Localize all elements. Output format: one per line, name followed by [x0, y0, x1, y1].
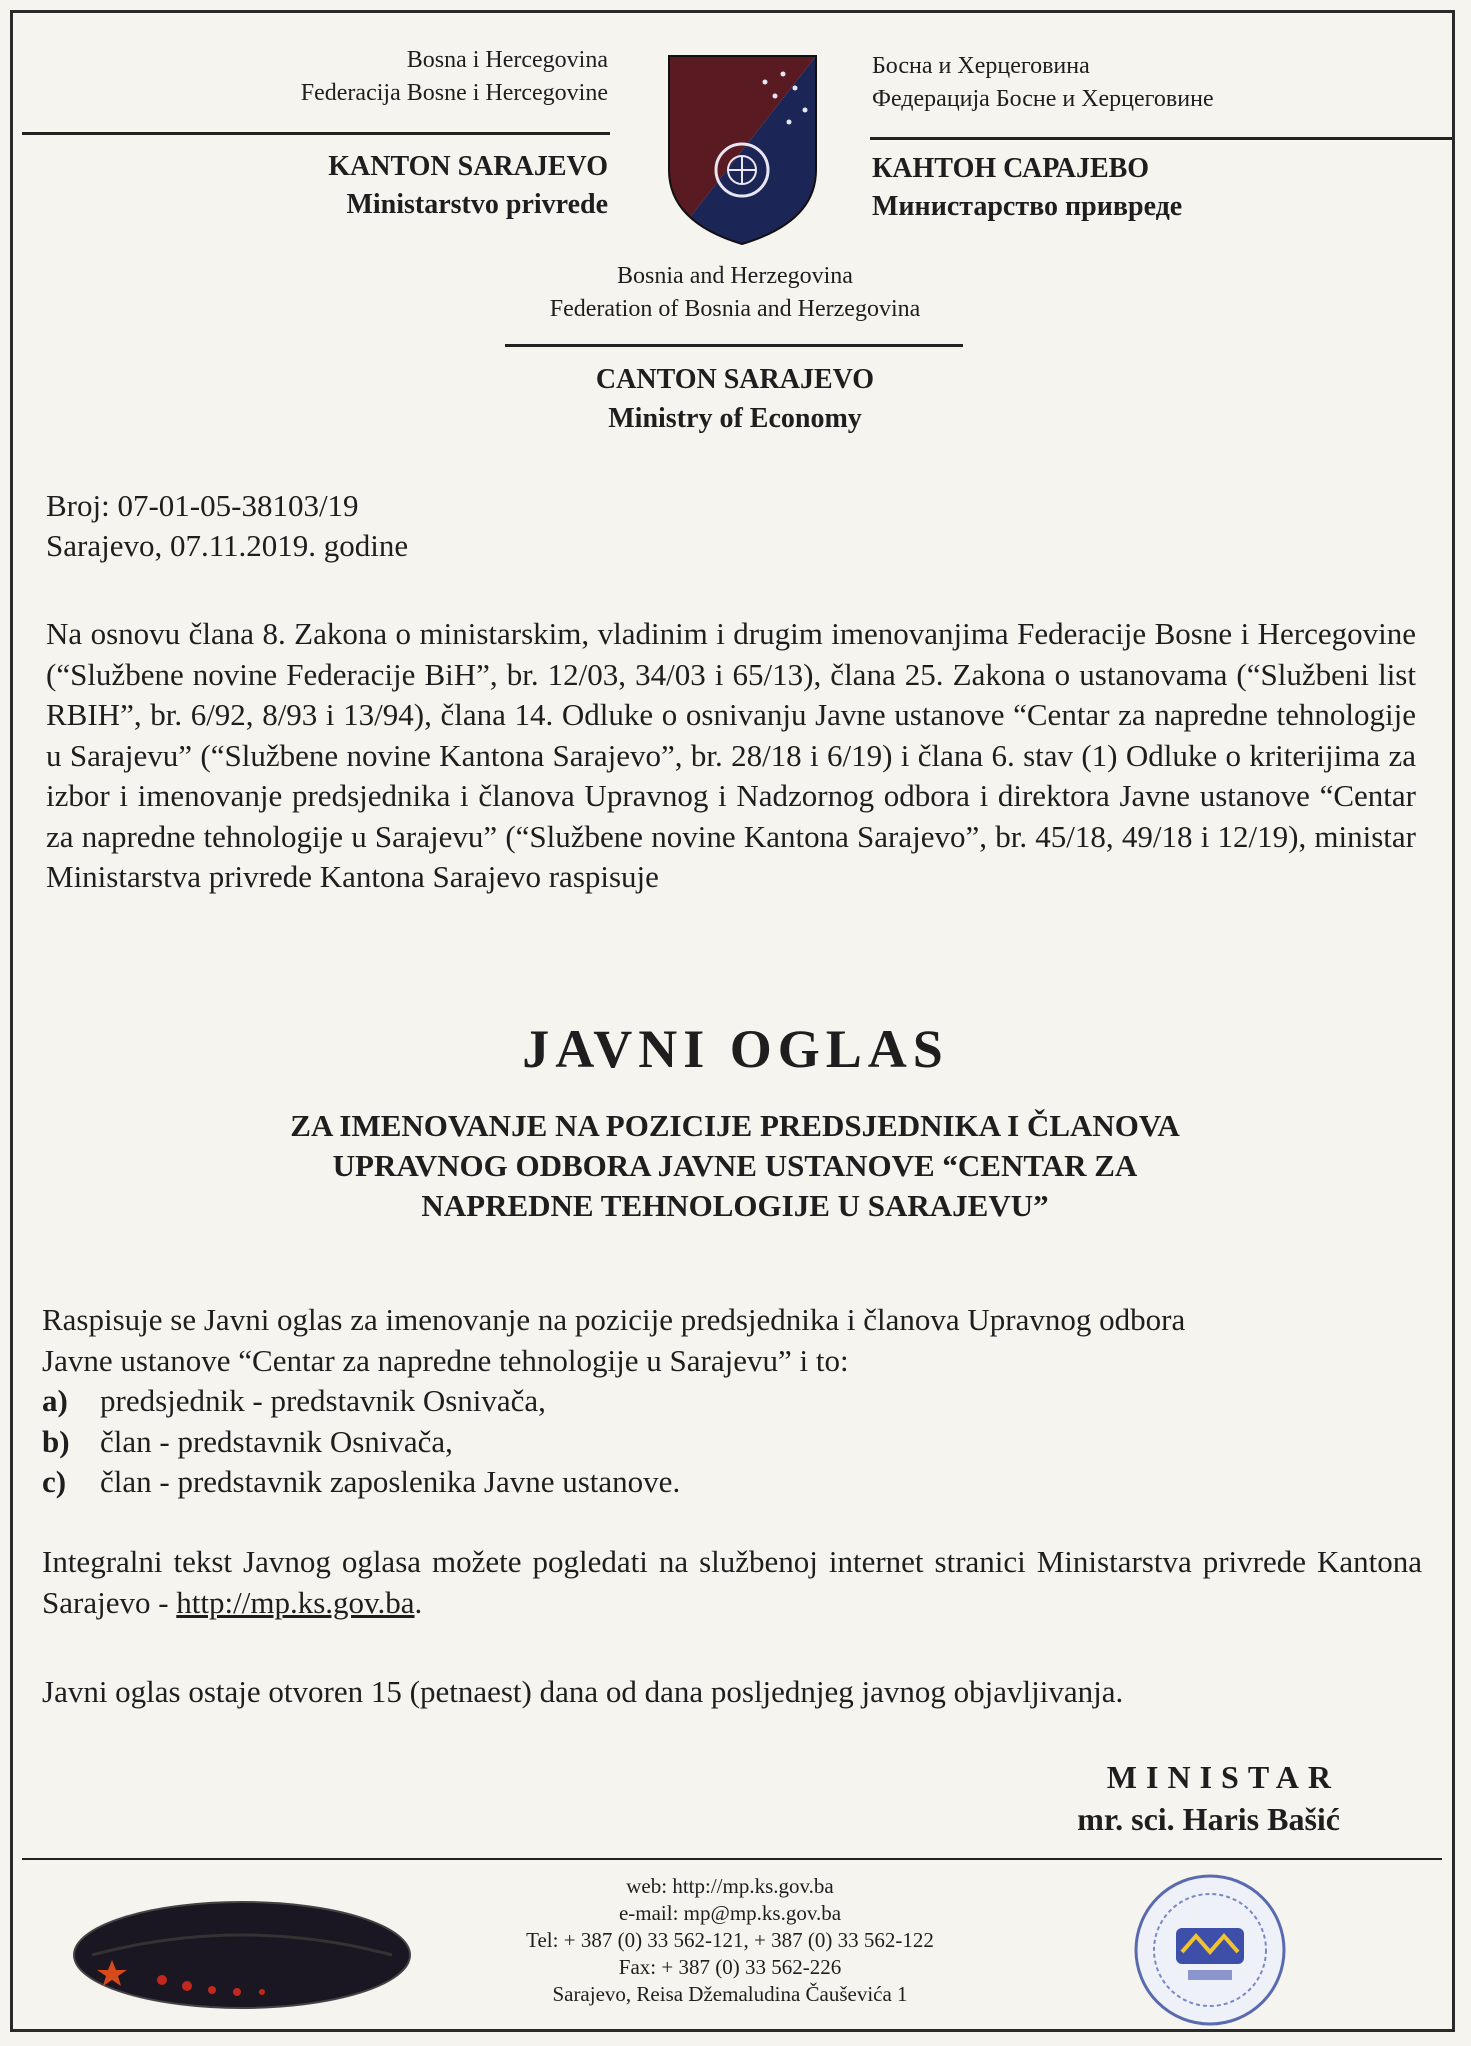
header-center-line-1: Bosnia and Herzegovina [617, 263, 853, 289]
intro-line-1: Raspisuje se Javni oglas za imenovanje na pozicije predsjednika i članova Upravnog odbora [42, 1302, 1186, 1337]
footer-phone: Tel: + 387 (0) 33 562-121, + 387 (0) 33 562-122 [526, 1928, 934, 1952]
header-center [420, 260, 1050, 326]
header-center-bold [420, 360, 1050, 438]
positions-block [42, 1300, 1422, 1503]
header-center-rule [505, 344, 963, 347]
header-center-line-2: Federation of Bosnia and Herzegovina [549, 296, 921, 322]
list-marker: a) [42, 1383, 68, 1418]
list-text: član - predstavnik Osnivača, [100, 1423, 453, 1459]
list-text: član - predstavnik zaposlenika Javne ustanove. [100, 1464, 681, 1499]
header-left-bold [60, 148, 608, 224]
duration-paragraph: Javni oglas ostaje otvoren 15 (petnaest) dana od dana posljednjeg javnog objavljivanja. [42, 1674, 1124, 1709]
subtitle-line-3: NAPREDNE TEHNOLOGIJE U SARAJEVU” [421, 1188, 1049, 1223]
header-right-bold [872, 150, 1432, 226]
reference-block [46, 486, 746, 566]
list-marker: b) [42, 1423, 70, 1459]
document-title: JAVNI OGLAS [522, 1019, 949, 1079]
header-right-ministry: Министарство привреде [872, 191, 1183, 222]
signature-name: mr. sci. Haris Bašić [1077, 1801, 1340, 1837]
integral-text-paragraph [42, 1542, 1422, 1623]
document-subtitle [140, 1106, 1330, 1226]
list-item [42, 1422, 1422, 1463]
header-left-rule [22, 132, 610, 135]
header-right-canton: КАНТОН САРАЈЕВО [872, 153, 1150, 184]
header-left-canton: KANTON SARAJEVO [328, 151, 608, 182]
integral-text-end: . [414, 1584, 423, 1620]
list-text: predsjednik - predstavnik Osnivača, [100, 1383, 546, 1418]
signature-block [940, 1756, 1340, 1840]
subtitle-line-2: UPRAVNOG ODBORA JAVNE USTANOVE “CENTAR ZA [332, 1148, 1138, 1183]
signature-title: MINISTAR [1106, 1759, 1340, 1795]
reference-place-date: Sarajevo, 07.11.2019. godine [46, 528, 409, 563]
header-right-line-1: Босна и Херцеговина [872, 53, 1090, 79]
header-right [872, 50, 1432, 116]
list-marker: c) [42, 1464, 67, 1499]
footer-address: Sarajevo, Reisa Džemaludina Čauševića 1 [552, 1982, 908, 2006]
footer-rule [22, 1858, 1442, 1860]
integral-text: Integralni tekst Javnog oglasa možete pogledati na službenoj internet stranici Ministarstva privrede Kantona Sarajevo - [42, 1544, 1422, 1620]
reference-number: Broj: 07-01-05-38103/19 [46, 488, 359, 523]
preamble-paragraph: Na osnovu člana 8. Zakona o ministarskim, vladinim i drugim imenovanjima Federacije Bosne i Hercegovine (“Službene novine Federacije BiH”, br. 12/03, 34/03 i 65/13), člana 25. Zakona o ustanovama (“Službeni list RBIH”, br. 6/92, 8/93 i 13/94), člana 14. Odluke o osnivanju Javne ustanove “Centar za napredne tehnologije u Sarajevu” (“Službene novine Kantona Sarajevo”, br. 28/18 i 6/19) i člana 6. stav (1) Odluke o kriterijima za izbor i imenovanje predsjednika i članova Upravnog i Nadzornog odbora i direktora Javne ustanove “Centar za napredne tehnologije u Sarajevu” (“Službene novine Kantona Sarajevo”, br. 45/18, 49/18 i 12/19), ministar Ministarstva privrede Kantona Sarajevo raspisuje [46, 616, 1416, 894]
header-center-canton: CANTON SARAJEVO [595, 364, 875, 395]
subtitle-line-1: ZA IMENOVANJE NA POZICIJE PREDSJEDNIKA I ČLANOVA [290, 1108, 1180, 1143]
coat-of-arms-icon [665, 52, 820, 248]
tuv-certification-seal-icon [1130, 1870, 1290, 2030]
footer-email[interactable]: e-mail: mp@mp.ks.gov.ba [618, 1901, 842, 1925]
intro-line-2: Javne ustanove “Centar za napredne tehnologije u Sarajevu” i to: [42, 1342, 849, 1378]
header-left-line-1: Bosna i Hercegovina [406, 47, 608, 73]
header-left-ministry: Ministarstvo privrede [346, 189, 608, 220]
footer-web[interactable]: web: http://mp.ks.gov.ba [626, 1874, 834, 1898]
header-right-line-2: Федерација Босне и Херцеговине [872, 86, 1214, 112]
footer-fax: Fax: + 387 (0) 33 562-226 [618, 1955, 842, 1979]
header-left [60, 44, 608, 110]
list-item [42, 1381, 1422, 1422]
list-item [42, 1462, 1422, 1503]
header-left-line-2: Federacija Bosne i Hercegovine [300, 80, 608, 106]
header-right-rule [870, 137, 1452, 140]
ministry-oval-logo-icon [72, 1900, 412, 2010]
header-center-ministry: Ministry of Economy [608, 403, 862, 434]
footer-contacts [420, 1873, 1040, 2008]
ministry-website-link[interactable]: http://mp.ks.gov.ba [176, 1584, 415, 1620]
